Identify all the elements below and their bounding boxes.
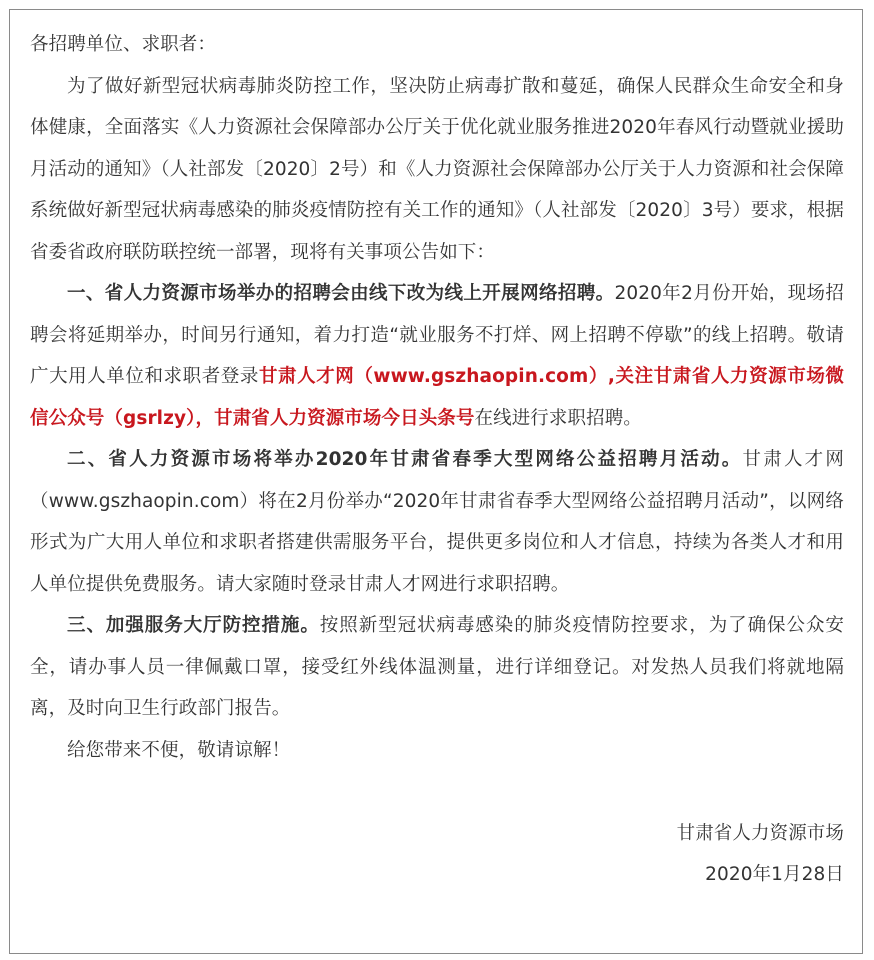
item-1-paragraph: [30, 273, 844, 439]
item-3-body: 按照新型冠状病毒感染的肺炎疫情防控要求，为了确保公众安全，请办事人员一律佩戴口罩，接受红外线体温测量，进行详细登记。对发热人员我们将就地隔离，及时向卫生行政部门报告。: [30, 615, 844, 719]
signature-date: 2020年1月28日: [705, 864, 844, 885]
item-2-paragraph: [30, 439, 844, 605]
item-1-body: 2020年2月份开始，现场招聘会将延期举办，时间另行通知，着力打造“就业服务不打烊、网上招聘不停歇”的线上招聘。敬请广大用人单位和求职者登录: [30, 283, 844, 387]
item-2-body: 甘肃人才网（www.gszhaopin.com）将在2月份举办“2020年甘肃省春季大型网络公益招聘月活动”，以网络形式为广大用人单位和求职者搭建供需服务平台，提供更多岗位和人才信息，持续为各类人才和用人单位提供免费服务。请大家随时登录甘肃人才网进行求职招聘。: [30, 449, 844, 595]
intro-paragraph: 为了做好新型冠状病毒肺炎防控工作，坚决防止病毒扩散和蔓延，确保人民群众生命安全和身体健康，全面落实《人力资源社会保障部办公厅关于优化就业服务推进2020年春风行动暨就业援助月活动的通知》（人社部发〔2020〕2号）和《人力资源社会保障部办公厅关于人力资源和社会保障系统做好新型冠状病毒感染的肺炎疫情防控有关工作的通知》（人社部发〔2020〕3号）要求，根据省委省政府联防联控统一部署，现将有关事项公告如下：: [30, 75, 844, 263]
spacer: [30, 771, 844, 813]
item-3-heading: 三、加强服务大厅防控措施。: [67, 615, 320, 636]
greeting: 各招聘单位、求职者：: [30, 34, 217, 55]
item-1-red-link[interactable]: 甘肃人才网（www.gszhaopin.com）,关注甘肃省人力资源市场微信公众号（gsrlzy），甘肃省人力资源市场今日头条号: [30, 366, 845, 429]
item-1-tail: 在线进行求职招聘。: [474, 407, 642, 429]
item-1-heading: 一、省人力资源市场举办的招聘会由线下改为线上开展网络招聘。: [67, 283, 615, 304]
closing-line: 给您带来不便，敬请谅解！: [67, 739, 291, 761]
notice-content: [30, 24, 844, 896]
item-3-paragraph: [30, 605, 844, 730]
signature-org: 甘肃省人力资源市场: [676, 822, 844, 844]
item-2-heading: 二、省人力资源市场将举办2020年甘肃省春季大型网络公益招聘月活动。: [67, 449, 743, 470]
